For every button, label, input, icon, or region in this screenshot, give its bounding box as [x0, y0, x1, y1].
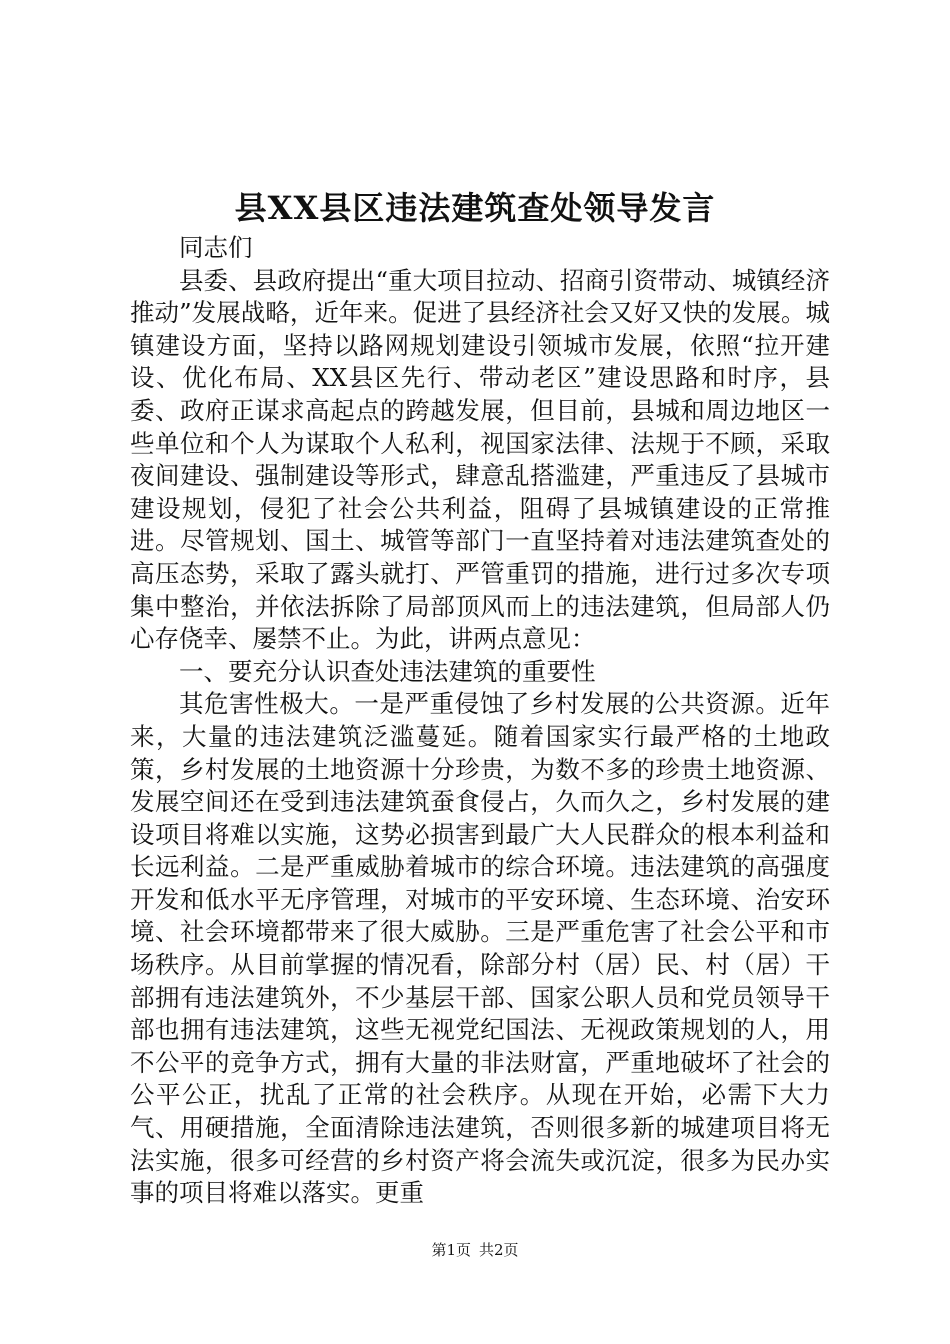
document-body: [130, 232, 830, 1210]
body-paragraph: 县委、县政府提出“重大项目拉动、招商引资带动、城镇经济推动”发展战略，近年来。促进了县经济社会又好又快的发展。城镇建设方面，坚持以路网规划建设引领城市发展，依照“拉开建设、优化布局、XX县区先行、带动老区”建设思路和时序，县委、政府正谋求高起点的跨越发展，但目前，县城和周边地区一些单位和个人为谋取个人私利，视国家法律、法规于不顾，采取夜间建设、强制建设等形式，肆意乱搭滥建，严重违反了县城市建设规划，侵犯了社会公共利益，阻碍了县城镇建设的正常推进。尽管规划、国土、城管等部门一直坚持着对违法建筑查处的高压态势，采取了露头就打、严管重罚的措施，进行过多次专项集中整治，并依法拆除了局部顶风而上的违法建筑，但局部人仍心存侥幸、屡禁不止。为此，讲两点意见：: [130, 265, 830, 654]
body-paragraph: 其危害性极大。一是严重侵蚀了乡村发展的公共资源。近年来，大量的违法建筑泛滥蔓延。随着国家实行最严格的土地政策，乡村发展的土地资源十分珍贵，为数不多的珍贵土地资源、发展空间还在受到违法建筑蚕食侵占，久而久之，乡村发展的建设项目将难以实施，这势必损害到最广大人民群众的根本利益和长远利益。二是严重威胁着城市的综合环境。违法建筑的高强度开发和低水平无序管理，对城市的平安环境、生态环境、治安环境、社会环境都带来了很大威胁。三是严重危害了社会公平和市场秩序。从目前掌握的情况看，除部分村（居）民、村（居）干部拥有违法建筑外，不少基层干部、国家公职人员和党员领导干部也拥有违法建筑，这些无视党纪国法、无视政策规划的人，用不公平的竞争方式，拥有大量的非法财富，严重地破坏了社会的公平公正，扰乱了正常的社会秩序。从现在开始，必需下大力气、用硬措施，全面清除违法建筑，否则很多新的城建项目将无法实施，很多可经营的乡村资产将会流失或沉淀，很多为民办实事的项目将难以落实。更重: [130, 689, 830, 1208]
document-title: 县XX县区违法建筑查处领导发言: [234, 189, 716, 227]
page-count: 共2页: [479, 1241, 519, 1259]
page-number: 第1页: [431, 1241, 471, 1259]
salutation: 同志们: [179, 233, 253, 262]
section-heading: 一、要充分认识查处违法建筑的重要性: [179, 656, 596, 686]
page-footer: [0, 1239, 950, 1261]
